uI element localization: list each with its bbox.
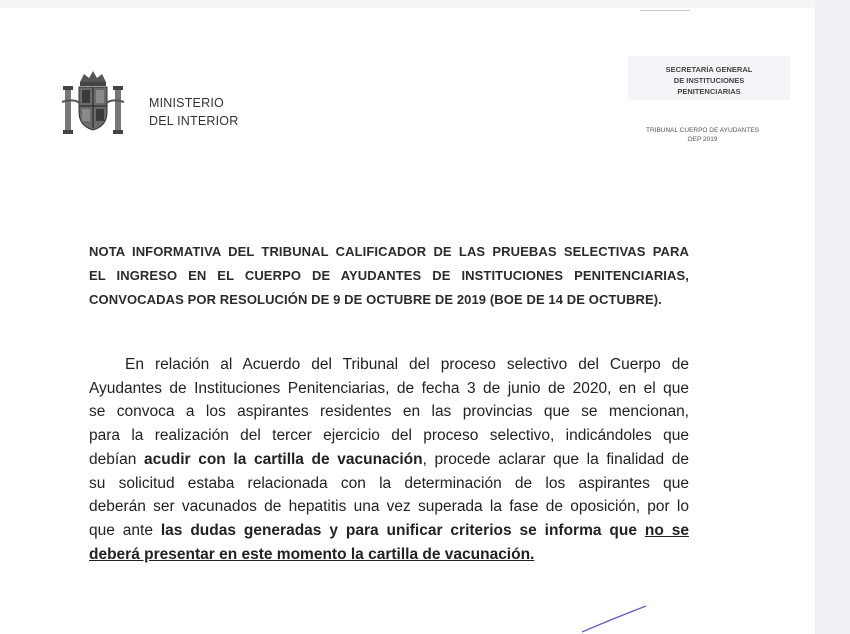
body-line-3: se convoca a los aspirantes residentes en las provincias que se mencionan, (89, 403, 689, 421)
tribunal-line-2: OEP 2019 (687, 136, 718, 143)
body-paragraph (89, 353, 689, 566)
scan-mark (640, 10, 690, 11)
body-line-9: deberá presentar en este momento la cartilla de vacunación. (89, 545, 535, 563)
signature-stroke (580, 604, 650, 634)
body-line-1: En relación al Acuerdo del Tribunal del proceso selectivo del Cuerpo de (125, 356, 689, 373)
body-line-8 (89, 519, 689, 543)
ministry-line-1: MINISTERIO (149, 96, 224, 110)
body-text: debían (89, 450, 145, 468)
body-line-7: deberán ser vacunados de hepatitis una vez superada la fase de oposición, por lo (89, 498, 689, 516)
title-line-2: EL INGRESO EN EL CUERPO DE AYUDANTES DE INSTITUCIONES PENITENCIARIAS, (89, 268, 689, 283)
ministry-name (149, 94, 238, 130)
document-title (89, 240, 689, 312)
body-line-5 (89, 448, 689, 472)
tribunal-line-1: TRIBUNAL CUERPO DE AYUDANTES (645, 127, 760, 134)
body-line-4: para la realización del tercer ejercicio del proceso selectivo, indicándoles que (89, 427, 689, 445)
body-text: que ante (89, 521, 161, 539)
body-line-2: Ayudantes de Instituciones Penitenciarias, de fecha 3 de junio de 2020, en el que (89, 379, 689, 397)
viewer-background (815, 0, 850, 634)
department-line-1: SECRETARÍA GENERAL (665, 65, 753, 74)
emphasis-text: acudir con la cartilla de vacunación (144, 450, 423, 468)
title-line-1: NOTA INFORMATIVA DEL TRIBUNAL CALIFICADOR DE LAS PRUEBAS SELECTIVAS PARA (89, 244, 689, 259)
underlined-emphasis: no se (644, 521, 689, 539)
ministry-line-2: DEL INTERIOR (149, 114, 239, 128)
body-text: , procede aclarar que la finalidad de (422, 450, 689, 468)
department-line-2: DE INSTITUCIONES (673, 76, 745, 85)
department-name (628, 64, 790, 97)
body-line-6: su solicitud estaba relacionada con la determinación de los aspirantes que (89, 474, 689, 492)
emphasis-text: las dudas generadas y para unificar criterios se informa que (160, 521, 645, 539)
tribunal-label (640, 126, 765, 144)
department-line-3: PENITENCIARIAS (677, 87, 741, 96)
coat-of-arms-icon (58, 68, 128, 140)
title-line-3: CONVOCADAS POR RESOLUCIÓN DE 9 DE OCTUBRE DE 2019 (BOE DE 14 DE OCTUBRE). (89, 292, 662, 307)
